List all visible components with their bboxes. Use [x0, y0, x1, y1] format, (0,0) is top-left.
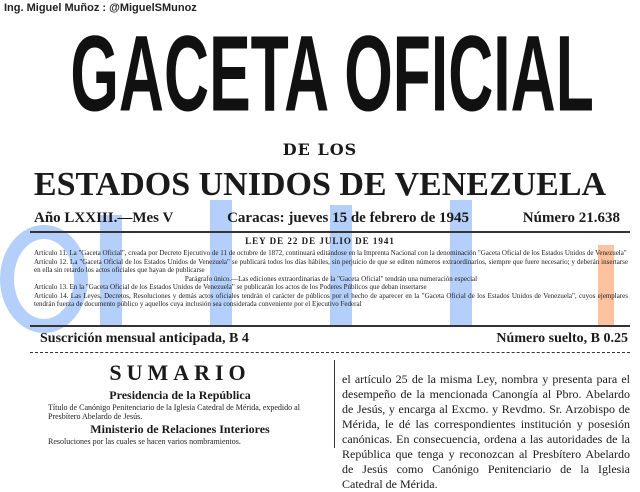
section-title: Presidencia de la República [109, 388, 251, 402]
subscription-monthly: Suscrición mensual anticipada, B 4 [40, 331, 249, 346]
issue-year: Año LXXIII.—Mes V [34, 210, 174, 226]
subscription-single: Número suelto, B 0.25 [496, 331, 628, 346]
subscription-line [40, 330, 628, 347]
divider [30, 352, 630, 353]
image-credit: Ing. Miguel Muñoz : @MiguelSMunoz [4, 2, 197, 14]
issue-info-line [34, 209, 620, 227]
section-text: Resoluciones por las cuales se hacen varios nombramientos. [48, 437, 241, 446]
law-title: LEY DE 22 DE JULIO DE 1941 [245, 236, 395, 246]
sumario-heading: SUMARIO [109, 360, 251, 385]
right-column-text: el artículo 25 de la misma Ley, nombra y presenta para el desempeño de la mencionada Canongía al Pbro. Abelardo de Jesús, y encarga al Excmo. y Revdmo. Sr. Arzobispo de Mérida, le dé las correspondientes institución y posesión canónicas. En consecuencia, ordena a las autoridades de la República que tenga y reconozcan al Presbítero Abelardo de Jesús como Canónigo Penitenciario de la Iglesia Catedral de Mérida. [342, 372, 630, 491]
divider [30, 325, 630, 327]
issue-date: Caracas: jueves 15 de febrero de 1945 [227, 210, 469, 226]
law-article: Artículo 11. La "Gaceta Oficial", creada por Decreto Ejecutivo de 11 de octubre de 1872, continuará editándose en la Imprenta Nacional con la denominación "Gaceta Oficial de los Estados Unidos de Venezuela" [34, 249, 627, 257]
law-article: Artículo 13. En la "Gaceta Oficial de los Estados Unidos de Venezuela" se publicarán los actos de los Poderes Públicos que deban insertarse [34, 283, 427, 291]
masthead-title: GACETA OFICIAL [70, 13, 594, 134]
masthead-de-los: DE LOS [282, 140, 358, 159]
divider [30, 231, 630, 233]
law-articles [34, 249, 628, 309]
column-divider [334, 360, 335, 448]
law-article: Artículo 12. La "Gaceta Oficial de los Estados Unidos de Venezuela" se publicará todos los días hábiles, sin perjuicio de que se editen números extraordinarios, siempre que fuere necesario; y deberán insertarse en ella sin retardo los actos oficiales que hayan de publicarse [34, 257, 628, 274]
issue-number: Número 21.638 [522, 210, 620, 226]
law-article: Artículo 14. Las Leyes, Decretos, Resoluciones y demás actos oficiales tendrán el carácter de públicos por el hecho de aparecer en la "Gaceta Oficial de los Estados Unidos de Venezuela", cuyos ejemplares tendrán fuerza de documento público y aquellos cuya inclusión sea considerada conveniente por el Ejecutivo Federal [34, 291, 628, 308]
sumario-column [40, 360, 320, 446]
section-title: Ministerio de Relaciones Interiores [90, 422, 270, 436]
section-text: Título de Canónigo Penitenciario de la Iglesia Catedral de Mérida, expedido al Presbítero Abelardo de Jesús. [48, 403, 300, 421]
masthead-country: ESTADOS UNIDOS DE VENEZUELA [33, 166, 607, 203]
law-paragraph: Parágrafo único.—Las ediciones extraordinarias de la "Gaceta Oficial" tendrán una numeración especial [184, 274, 478, 283]
